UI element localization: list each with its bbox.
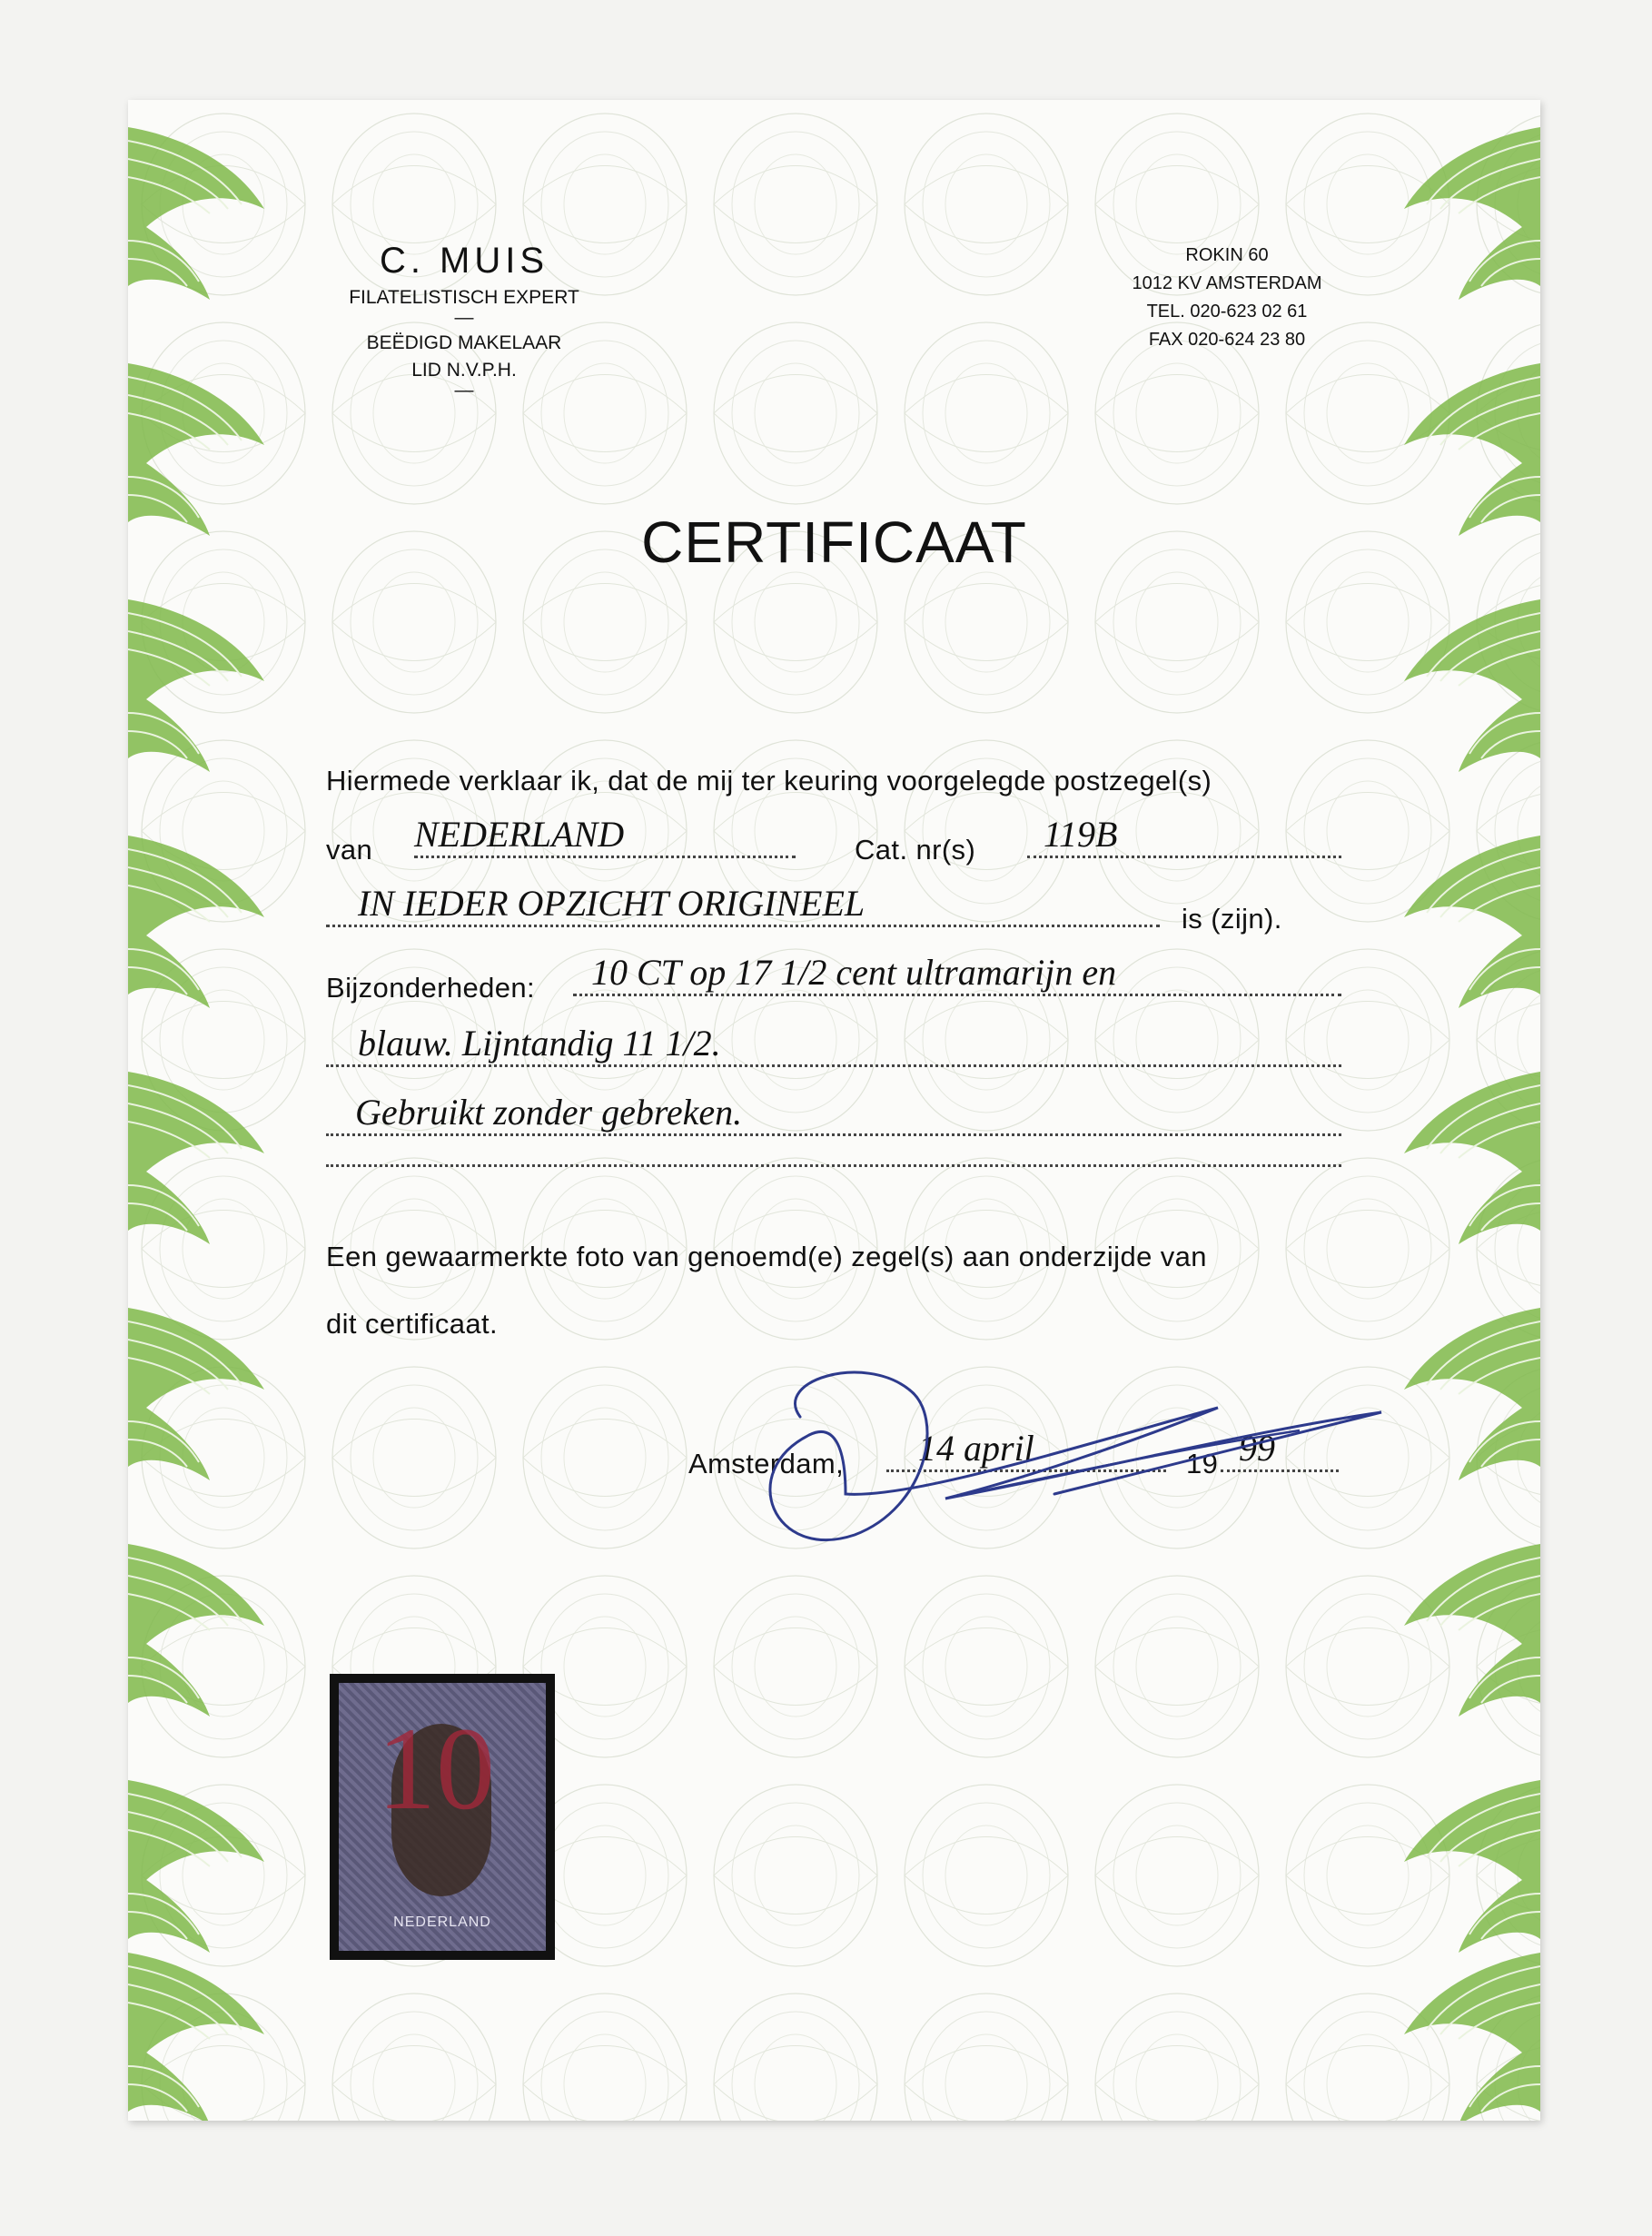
expert-address — [1091, 242, 1363, 354]
details-line-4 — [326, 1164, 1341, 1167]
details-line-3: Gebruikt zonder gebreken. — [326, 1095, 1341, 1136]
fax-number: FAX 020-624 23 80 — [1148, 330, 1306, 350]
phone-number: TEL. 020-623 02 61 — [1146, 302, 1308, 322]
address-line: ROKIN 60 — [1185, 245, 1269, 265]
country-field: NEDERLAND — [414, 817, 796, 858]
photo-note-line-1: Een gewaarmerkte foto van genoemd(e) zegel(s) aan onderzijde van — [326, 1241, 1207, 1272]
stamp-image — [339, 1683, 546, 1951]
expert-header — [282, 241, 646, 400]
expert-name: C. MUIS — [379, 241, 549, 281]
expert-title: FILATELISTISCH EXPERT — [349, 287, 579, 308]
verdict-suffix: is (zijn). — [1182, 903, 1282, 935]
signature — [673, 1344, 1536, 1707]
header-divider: — — [454, 307, 474, 328]
date-field: 14 april — [886, 1431, 1166, 1472]
stamp-country-text: NEDERLAND — [393, 1914, 491, 1930]
details-line-2: blauw. Lijntandig 11 1/2. — [326, 1026, 1341, 1067]
year-prefix: 19 — [1186, 1448, 1219, 1479]
expert-membership: LID N.V.P.H. — [411, 360, 517, 381]
van-label: van — [326, 834, 373, 866]
header-divider: — — [454, 380, 474, 401]
certificate-title: CERTIFICAAT — [641, 510, 1027, 575]
cat-number-field: 119B — [1027, 817, 1341, 858]
address-line: 1012 KV AMSTERDAM — [1132, 273, 1322, 293]
certificate-sheet — [128, 100, 1540, 2121]
place-label: Amsterdam, — [688, 1448, 845, 1479]
details-line-1: 10 CT op 17 1/2 cent ultramarijn en — [573, 955, 1341, 996]
stamp-overprint: 10 — [377, 1704, 495, 1835]
stamp-photo — [330, 1674, 555, 1960]
verdict-field: IN IEDER OPZICHT ORIGINEEL — [326, 886, 1160, 927]
expert-role: BEËDIGD MAKELAAR — [366, 332, 562, 353]
photo-note-line-2: dit certificaat. — [326, 1308, 499, 1340]
year-field: 99 — [1221, 1431, 1339, 1472]
details-label: Bijzonderheden: — [326, 972, 536, 1004]
intro-text: Hiermede verklaar ik, dat de mij ter keuring voorgelegde postzegel(s) — [326, 765, 1212, 796]
cat-label: Cat. nr(s) — [855, 834, 976, 866]
